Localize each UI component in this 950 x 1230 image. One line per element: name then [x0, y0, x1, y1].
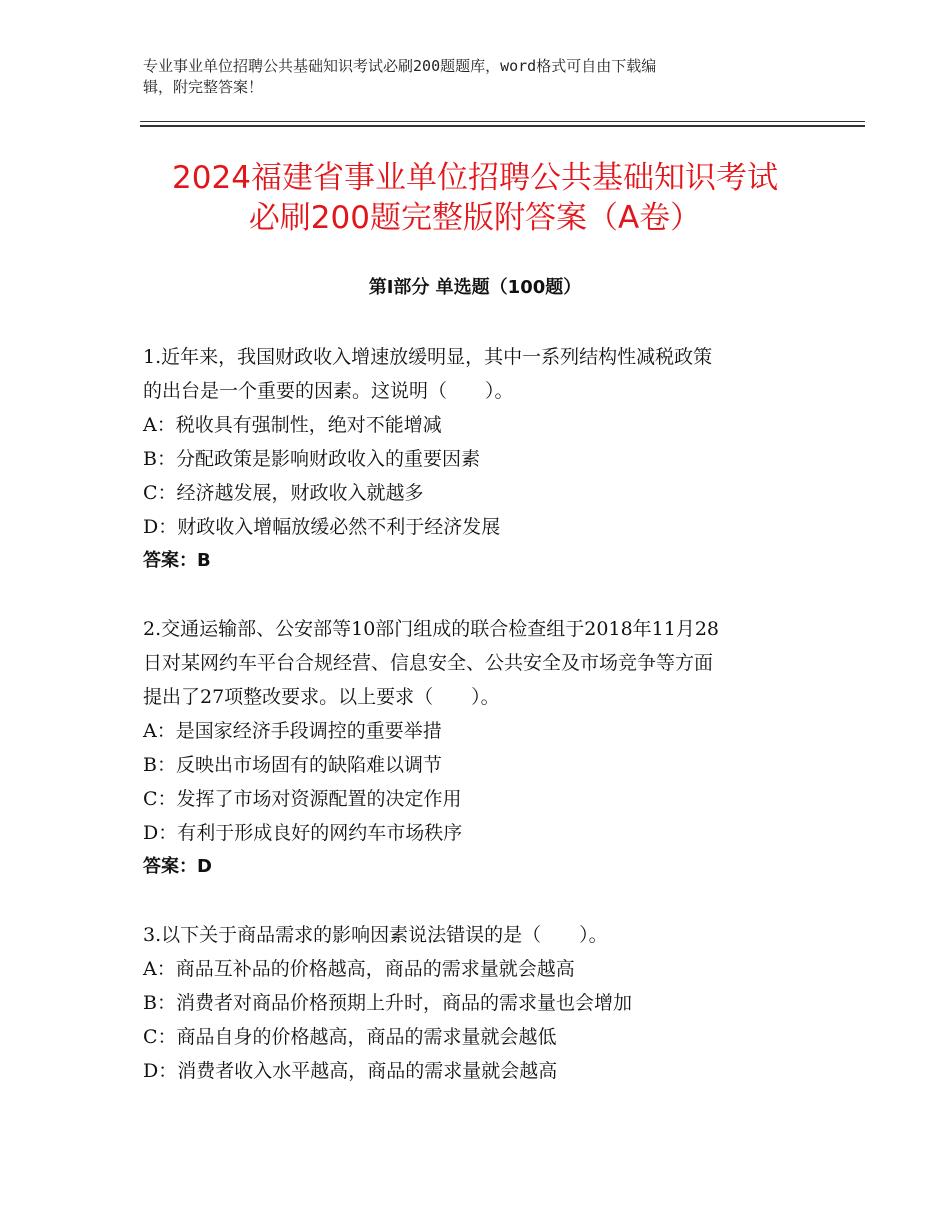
question-option: A：是国家经济手段调控的重要举措	[143, 720, 442, 742]
question-stem-line: 提出了27项整改要求。以上要求（ ）。	[143, 686, 500, 708]
question-item	[143, 612, 808, 884]
question-option: B：反映出市场固有的缺陷难以调节	[143, 754, 442, 776]
document-title-line: 必刷200题完整版附答案（A卷）	[248, 200, 702, 236]
header-divider-thick	[140, 125, 865, 127]
header-note-line: 辑，附完整答案！	[143, 78, 264, 96]
question-option: D：消费者收入水平越高，商品的需求量就会越高	[143, 1060, 558, 1082]
question-option: B：消费者对商品价格预期上升时，商品的需求量也会增加	[143, 992, 632, 1014]
question-stem-line: 的出台是一个重要的因素。这说明（ ）。	[143, 380, 514, 402]
header-divider	[140, 121, 865, 122]
document-title	[100, 158, 850, 238]
question-item	[143, 340, 808, 578]
question-option: A：税收具有强制性，绝对不能增减	[143, 414, 442, 436]
question-option: C：商品自身的价格越高，商品的需求量就会越低	[143, 1026, 557, 1048]
question-stem-line: 3.以下关于商品需求的影响因素说法错误的是（ ）。	[143, 924, 608, 946]
document-title-line: 2024福建省事业单位招聘公共基础知识考试	[172, 160, 778, 196]
question-option: C：发挥了市场对资源配置的决定作用	[143, 788, 462, 810]
question-option: C：经济越发展，财政收入就越多	[143, 482, 424, 504]
question-item	[143, 918, 808, 1088]
question-option: D：有利于形成良好的网约车市场秩序	[143, 822, 463, 844]
section-title: 第Ⅰ部分 单选题（100题）	[368, 277, 582, 298]
header-note	[143, 56, 803, 98]
question-answer: 答案：B	[143, 550, 211, 571]
question-stem-line: 1.近年来，我国财政收入增速放缓明显，其中一系列结构性减税政策	[143, 346, 713, 368]
question-stem-line: 日对某网约车平台合规经营、信息安全、公共安全及市场竞争等方面	[143, 652, 714, 674]
question-stem-line: 2.交通运输部、公安部等10部门组成的联合检查组于2018年11月28	[143, 618, 720, 640]
question-list	[143, 340, 808, 1122]
question-answer: 答案：D	[143, 856, 212, 877]
question-option: B：分配政策是影响财政收入的重要因素	[143, 448, 480, 470]
question-option: D：财政收入增幅放缓必然不利于经济发展	[143, 516, 501, 538]
header-note-line: 专业事业单位招聘公共基础知识考试必刷200题题库，word格式可自由下载编	[143, 57, 657, 75]
question-option: A：商品互补品的价格越高，商品的需求量就会越高	[143, 958, 575, 980]
